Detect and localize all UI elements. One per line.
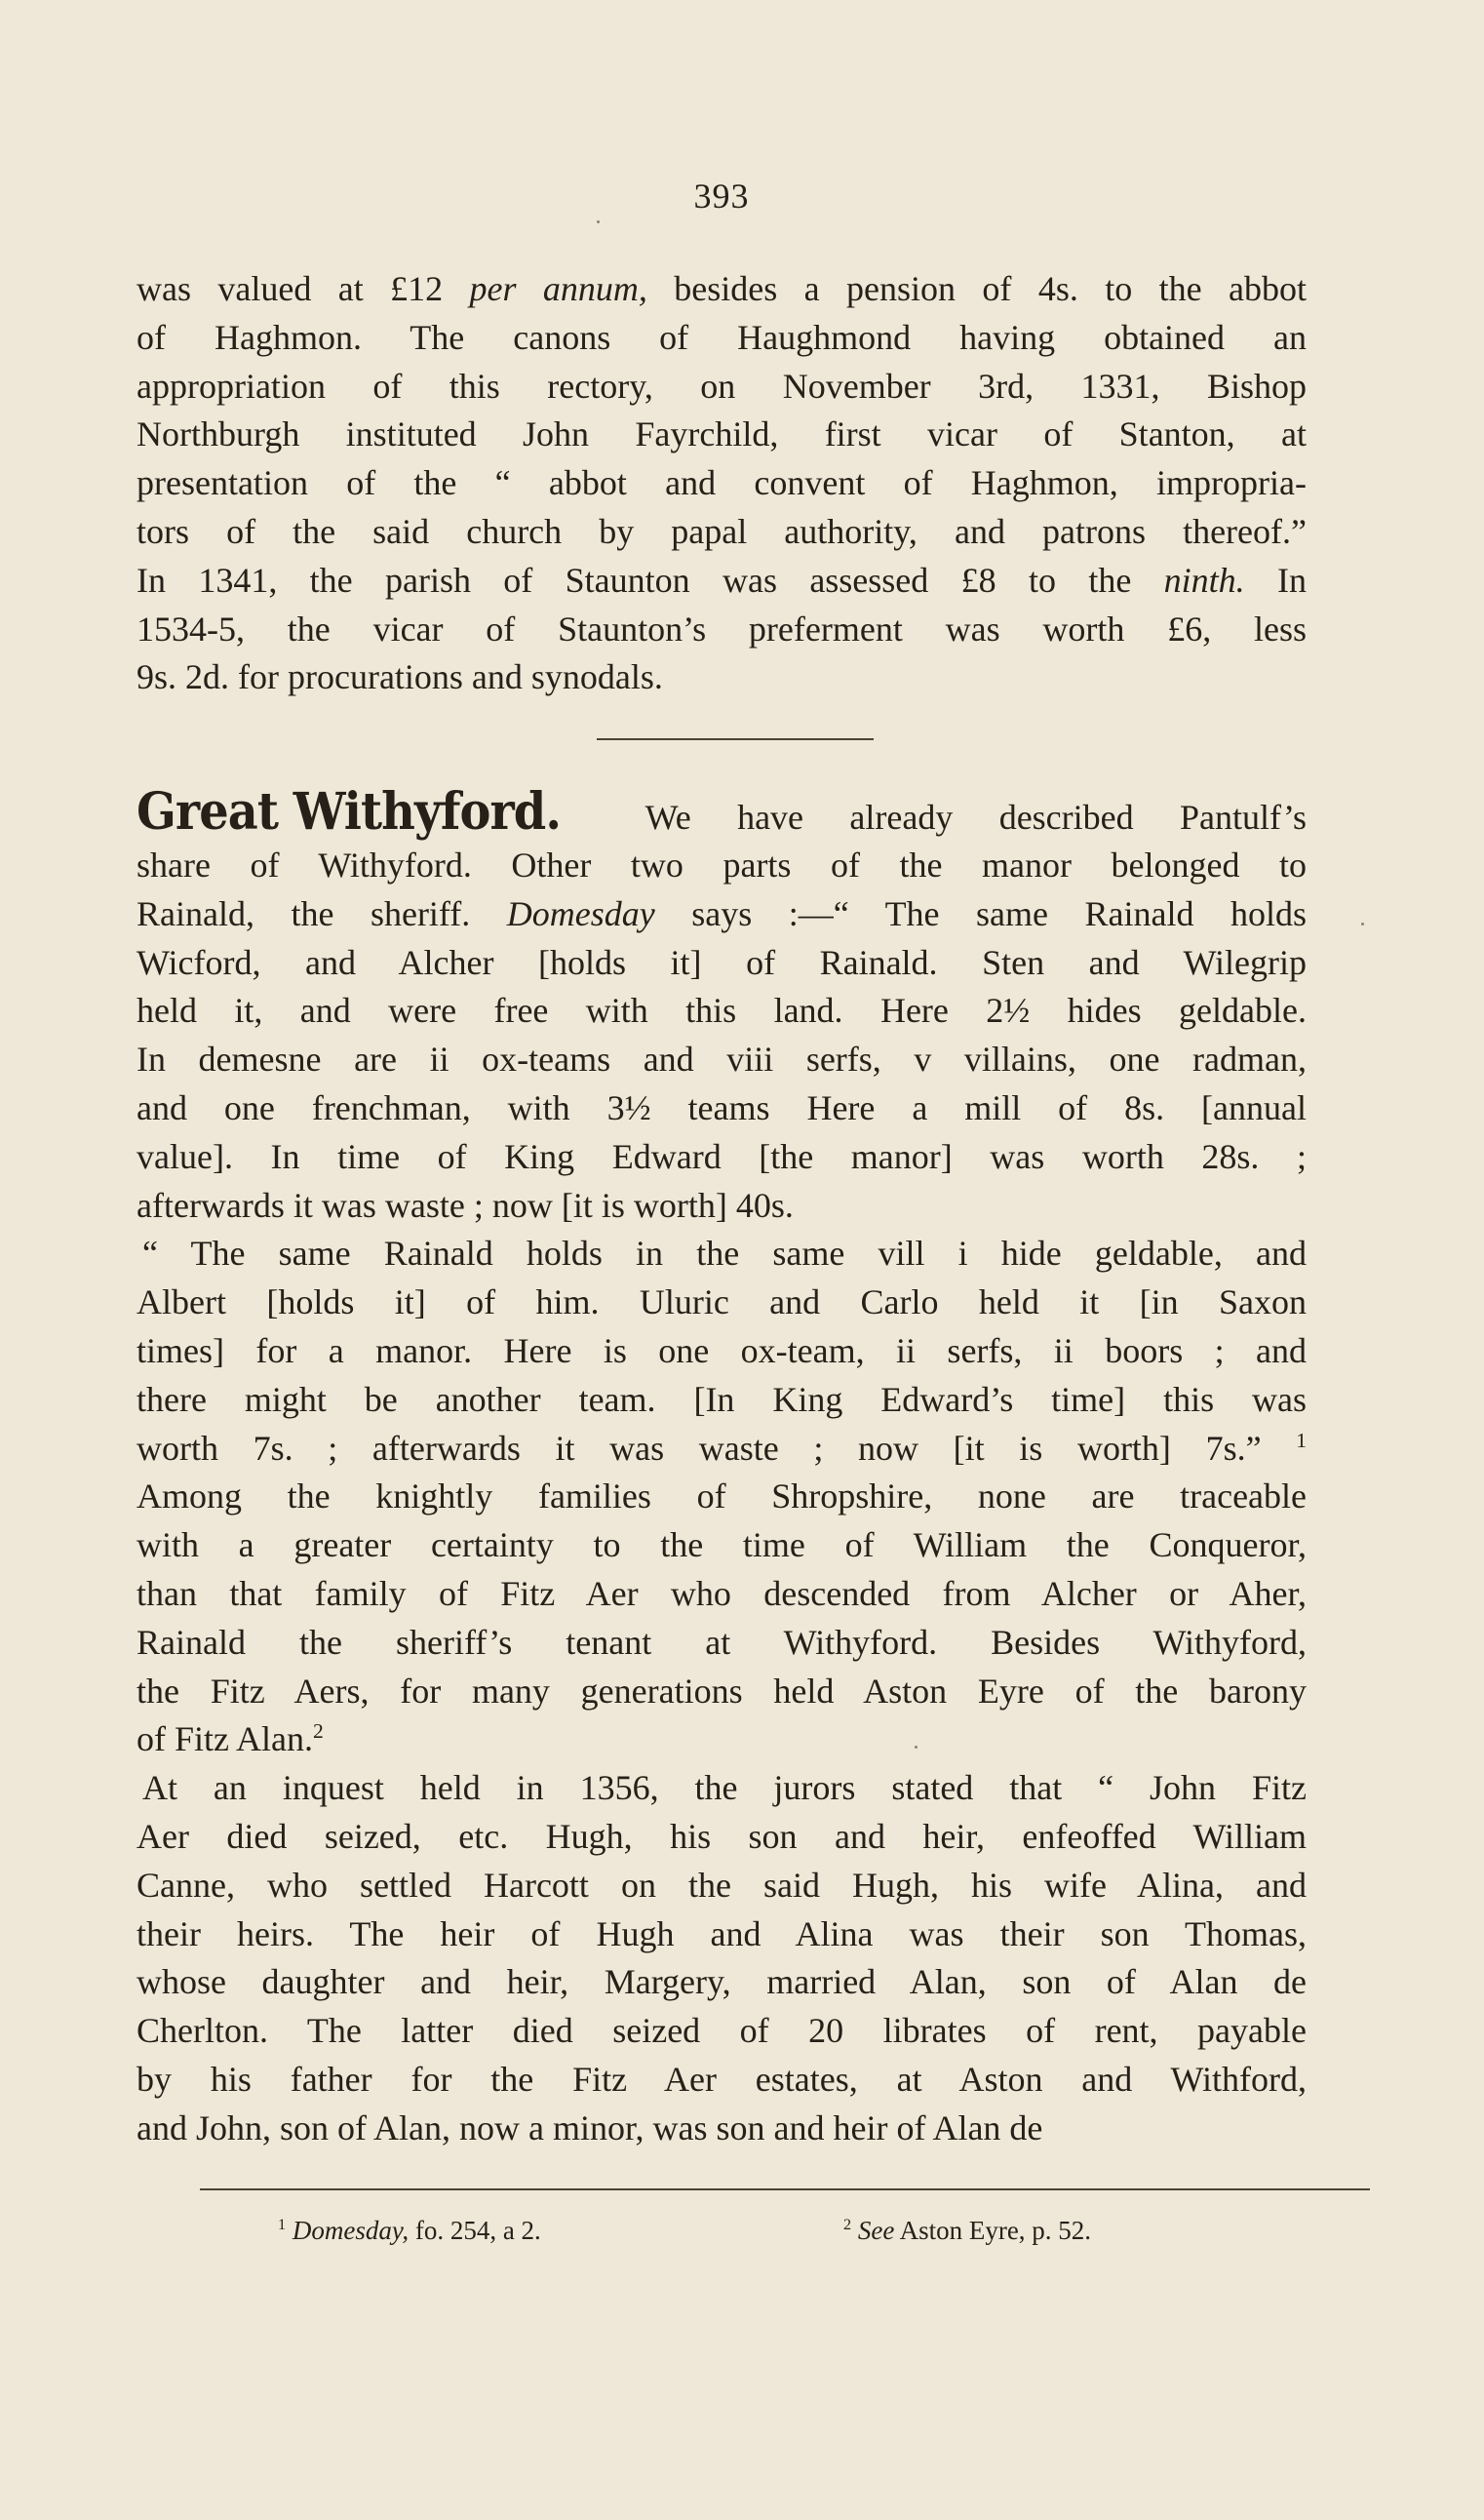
text-line: Rainald, the sheriff. Domesday says :—“ The same Rainald holds	[137, 893, 1307, 933]
page-number: 393	[693, 177, 750, 216]
text-line: 9s. 2d. for procurations and synodals.	[137, 657, 663, 697]
italic-text: Domesday	[506, 893, 655, 933]
text-line: Aer died seized, etc. Hugh, his son and heir, enfeoffed William	[137, 1816, 1307, 1856]
section-divider	[597, 738, 874, 740]
footnote-number: 1	[278, 2216, 287, 2233]
text-line: worth 7s. ; afterwards it was waste ; now [it is worth] 7s.” $^1$	[137, 1428, 1307, 1468]
text-line: of Fitz Alan.$^2$	[137, 1719, 324, 1759]
text-line: Northburgh instituted John Fayrchild, first vicar of Stanton, at	[137, 414, 1307, 454]
text-line: their heirs. The heir of Hugh and Alina was their son Thomas,	[137, 1913, 1307, 1953]
text-line: 1534-5, the vicar of Staunton’s preferment was worth £6, less	[137, 609, 1307, 649]
footnote-marker: 1	[1296, 1428, 1307, 1452]
text-line: times] for a manor. Here is one ox-team, ii serfs, ii boors ; and	[137, 1330, 1307, 1370]
text-line: Rainald the sheriff’s tenant at Withyford. Besides Withyford,	[137, 1622, 1307, 1662]
text-line: tors of the said church by papal authority, and patrons thereof.”	[137, 511, 1307, 551]
text-line: Among the knightly families of Shropshire, none are traceable	[137, 1477, 1307, 1516]
italic-text: See	[857, 2216, 895, 2245]
text-line: there might be another team. [In King Edward’s time] this was	[137, 1379, 1307, 1419]
paper-speck	[1361, 923, 1364, 925]
text-line: presentation of the “ abbot and convent of Haghmon, impropria-	[137, 463, 1307, 503]
text-line: with a greater certainty to the time of William the Conqueror,	[137, 1525, 1307, 1565]
text-line: share of Withyford. Other two parts of the manor belonged to	[137, 846, 1307, 885]
section-heading: Great Withyford.	[137, 782, 562, 842]
italic-text: Domesday,	[292, 2216, 410, 2245]
paragraph-valuation	[137, 265, 1307, 702]
text-line: whose daughter and heir, Margery, married Alan, son of Alan de	[137, 1962, 1307, 2002]
italic-text: ninth.	[1163, 560, 1245, 600]
text-line: In demesne are ii ox-teams and viii serfs, v villains, one radman,	[137, 1040, 1307, 1080]
footnote-1: $^1$ Domesday, fo. 254, a 2.	[278, 2216, 541, 2245]
text-line: At an inquest held in 1356, the jurors stated that “ John Fitz	[142, 1768, 1307, 1808]
text-line: the Fitz Aers, for many generations held Aston Eyre of the barony	[137, 1671, 1307, 1711]
text-line: “ The same Rainald holds in the same vill i hide geldable, and	[142, 1234, 1307, 1274]
text-line: and one frenchman, with 3½ teams Here a mill of 8s. [annual	[137, 1087, 1307, 1127]
text-line: by his father for the Fitz Aer estates, at Aston and Withford,	[137, 2059, 1307, 2099]
text-line: afterwards it was waste ; now [it is worth] 40s.	[137, 1185, 794, 1225]
text-line: appropriation of this rectory, on November 3rd, 1331, Bishop	[137, 366, 1307, 406]
text-line: Cherlton. The latter died seized of 20 librates of rent, payable	[137, 2011, 1307, 2051]
footnote-rule	[200, 2188, 1370, 2190]
paper-speck	[597, 220, 600, 223]
text-line: Wicford, and Alcher [holds it] of Rainald. Sten and Wilegrip	[137, 942, 1307, 982]
text-line: was valued at £12 per annum, besides a pension of 4s. to the abbot	[137, 269, 1307, 308]
footnote-2: $^2$ See Aston Eyre, p. 52.	[843, 2216, 1092, 2245]
italic-text: per annum,	[469, 269, 647, 308]
text-line: of Haghmon. The canons of Haughmond having obtained an	[137, 317, 1307, 357]
text-line: In 1341, the parish of Staunton was assessed £8 to the ninth. In	[137, 560, 1307, 600]
text-line: than that family of Fitz Aer who descended from Alcher or Aher,	[137, 1573, 1307, 1613]
text-line: held it, and were free with this land. Here 2½ hides geldable.	[137, 991, 1307, 1031]
text-line: value]. In time of King Edward [the manor] was worth 28s. ;	[137, 1136, 1307, 1176]
text-line: Great Withyford. We have already described Pantulf’s	[137, 782, 1307, 842]
text-line: Albert [holds it] of him. Uluric and Carlo held it [in Saxon	[137, 1282, 1307, 1322]
text-line: Canne, who settled Harcott on the said Hugh, his wife Alina, and	[137, 1865, 1307, 1905]
footnote-marker: 2	[312, 1719, 324, 1744]
paragraph-great-withyford	[137, 782, 1307, 2153]
paper-speck	[915, 1746, 918, 1749]
text-line: and John, son of Alan, now a minor, was son and heir of Alan de	[137, 2107, 1043, 2147]
footnote-number: 2	[843, 2216, 852, 2233]
